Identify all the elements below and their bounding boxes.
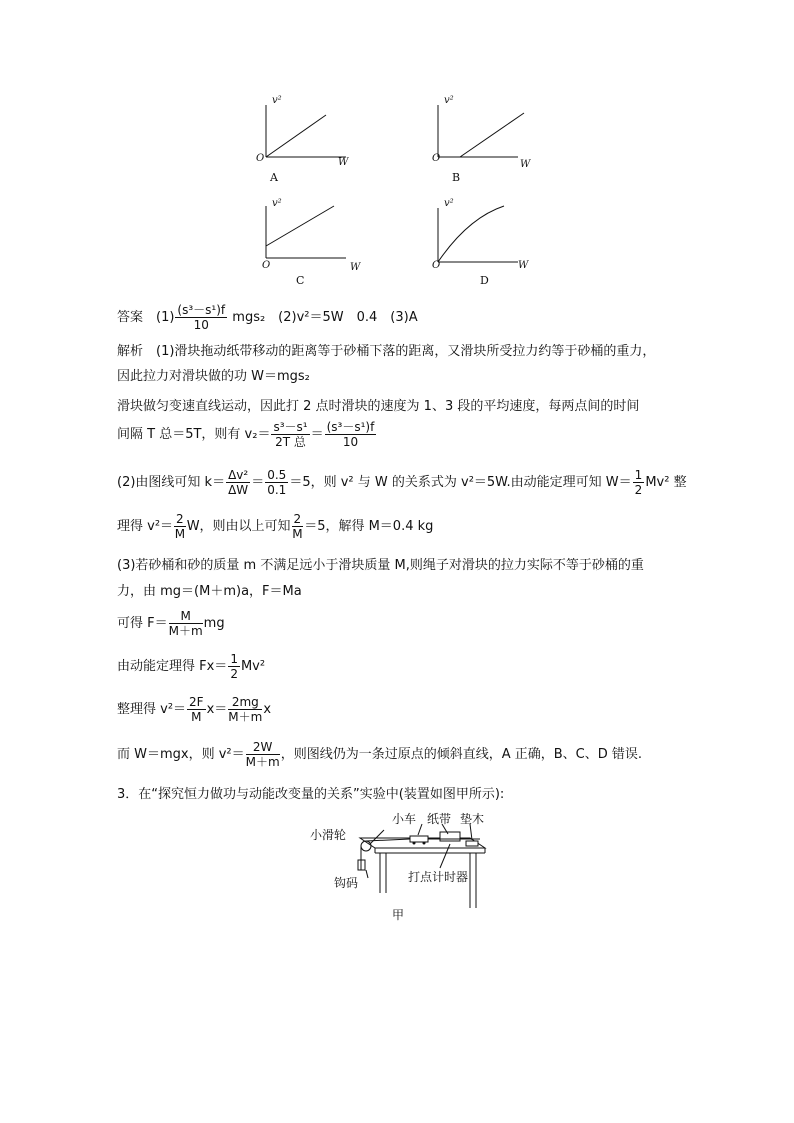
graph-d bbox=[428, 196, 548, 286]
l4-f1-den: 2T 总 bbox=[275, 435, 306, 449]
l4-f2-den: 10 bbox=[342, 435, 359, 449]
l5-text: (2)由图线可知 k＝ bbox=[117, 475, 226, 490]
graph-c-caption: C bbox=[296, 274, 305, 287]
graph-d-origin: O bbox=[432, 260, 441, 271]
l9-text-b: mg bbox=[203, 616, 225, 631]
l12-text-b: ，则图线仍为一条过原点的倾斜直线，A 正确，B、C、D 错误. bbox=[280, 747, 642, 762]
analysis-line-1: 解析 (1)滑块拖动纸带移动的距离等于砂桶下落的距离，又滑块所受拉力约等于砂桶的重力， bbox=[117, 344, 656, 359]
answer-line bbox=[117, 303, 418, 332]
answer-head: 答案 (1) bbox=[117, 310, 175, 325]
l12-f-den: M＋m bbox=[245, 755, 280, 769]
graph-a-caption: A bbox=[270, 171, 278, 184]
label-block: 垫木 bbox=[460, 812, 485, 826]
l4-eq: ＝ bbox=[310, 427, 324, 442]
l10-frac bbox=[228, 652, 240, 681]
l9-text: 可得 F＝ bbox=[117, 616, 168, 631]
graph-c-origin: O bbox=[262, 260, 271, 271]
l5-frac-2 bbox=[265, 468, 288, 497]
analysis-line-9 bbox=[117, 609, 225, 638]
l6-f1-den: M bbox=[174, 527, 186, 541]
figure-caption: 甲 bbox=[392, 908, 405, 922]
l12-text: 而 W＝mgx，则 v²＝ bbox=[117, 747, 245, 762]
l11-frac-1 bbox=[187, 695, 206, 724]
answer-fraction bbox=[175, 303, 227, 332]
analysis-line-6 bbox=[117, 512, 433, 541]
graph-c-ylabel: v² bbox=[272, 198, 282, 209]
l11-f1-num: 2F bbox=[189, 695, 204, 709]
l5-f2-num: 0.5 bbox=[267, 468, 287, 482]
l11-text: 整理得 v²＝ bbox=[117, 702, 187, 717]
analysis-line-8: 力，由 mg＝(M＋m)a，F＝Ma bbox=[117, 584, 302, 599]
l11-frac-2 bbox=[228, 695, 262, 724]
graph-a-line bbox=[266, 115, 326, 157]
analysis-line-5 bbox=[117, 468, 687, 497]
l5-frac-3 bbox=[633, 468, 645, 497]
graph-b-line bbox=[460, 113, 524, 157]
l4-text: 间隔 T 总＝5T，则有 v₂＝ bbox=[117, 427, 271, 442]
analysis-line-11 bbox=[117, 695, 271, 724]
answer-frac-num: (s³－s¹)f bbox=[177, 303, 226, 317]
graph-d-xlabel: W bbox=[518, 260, 529, 271]
graph-d-axes bbox=[428, 196, 548, 286]
graph-b-origin: O bbox=[432, 153, 441, 164]
l5-frac-1 bbox=[226, 468, 250, 497]
graph-b-axes bbox=[428, 95, 548, 185]
graph-d-caption: D bbox=[480, 274, 489, 287]
l5-f1-den: ΔW bbox=[228, 483, 249, 497]
l5-text-c: Mv² 整 bbox=[645, 475, 687, 490]
label-weight: 钩码 bbox=[334, 876, 359, 890]
l10-text-b: Mv² bbox=[240, 659, 266, 674]
l6-text: 理得 v²＝ bbox=[117, 519, 174, 534]
l6-frac-1 bbox=[174, 512, 186, 541]
l9-f-den: M＋m bbox=[168, 624, 203, 638]
l12-f-num: 2W bbox=[246, 740, 280, 755]
l5-eq: ＝ bbox=[251, 475, 265, 490]
graph-b-caption: B bbox=[452, 171, 461, 184]
label-cart: 小车 bbox=[392, 812, 417, 826]
analysis-line-2: 因此拉力对滑块做的功 W＝mgs₂ bbox=[117, 369, 310, 384]
l5-f3-num: 1 bbox=[634, 468, 643, 482]
l10-f-den: 2 bbox=[230, 667, 238, 681]
question-3: 3．在“探究恒力做功与动能改变量的关系”实验中(装置如图甲所示): bbox=[117, 787, 505, 802]
graph-c-line bbox=[266, 206, 334, 246]
graph-a-xlabel: W bbox=[338, 157, 349, 168]
graph-d-ylabel: v² bbox=[444, 198, 454, 209]
l9-frac bbox=[169, 609, 203, 638]
l5-f2-den: 0.1 bbox=[267, 483, 287, 497]
answer-frac-den: 10 bbox=[193, 318, 209, 332]
l11-text-c: x bbox=[263, 702, 272, 717]
label-pulley: 小滑轮 bbox=[310, 828, 347, 842]
graph-d-curve bbox=[438, 206, 504, 262]
graph-a bbox=[256, 95, 376, 185]
analysis-line-7: (3)若砂桶和砂的质量 m 不满足远小于滑块质量 M,则绳子对滑块的拉力实际不等于砂桶的重 bbox=[117, 558, 644, 573]
graph-a-origin: O bbox=[256, 153, 265, 164]
l6-f2-den: M bbox=[292, 527, 303, 541]
l5-f1-num: Δv² bbox=[228, 468, 249, 482]
analysis-line-3: 滑块做匀变速直线运动，因此打 2 点时滑块的速度为 1、3 段的平均速度，每两点间的时间 bbox=[117, 399, 640, 414]
answer-rest: mgs₂ (2)v²＝5W 0.4 (3)A bbox=[232, 310, 418, 325]
l5-text-b: ＝5，则 v² 与 W 的关系式为 v²＝5W.由动能定理可知 W＝ bbox=[289, 475, 632, 490]
l12-frac bbox=[246, 740, 280, 769]
analysis-line-12 bbox=[117, 740, 642, 769]
l9-f-num: M bbox=[169, 609, 203, 624]
l11-text-b: x＝ bbox=[206, 702, 228, 717]
graph-b bbox=[428, 95, 548, 185]
analysis-line-4 bbox=[117, 420, 377, 449]
l6-text-b: W，则由以上可知 bbox=[186, 519, 291, 534]
l4-frac-2 bbox=[325, 420, 377, 449]
l6-f2-num: 2 bbox=[293, 512, 302, 526]
analysis-line-10 bbox=[117, 652, 265, 681]
label-tape: 纸带 bbox=[427, 812, 452, 826]
l4-f1-num: s³－s¹ bbox=[273, 420, 308, 434]
graph-c-xlabel: W bbox=[350, 262, 361, 273]
l5-f3-den: 2 bbox=[634, 483, 643, 497]
l6-text-c: ＝5，解得 M＝0.4 kg bbox=[304, 519, 434, 534]
graph-a-ylabel: v² bbox=[272, 95, 282, 106]
l4-frac-1 bbox=[271, 420, 309, 449]
l4-f2-num: (s³－s¹)f bbox=[326, 420, 375, 434]
label-timer: 打点计时器 bbox=[408, 870, 469, 884]
l6-f1-num: 2 bbox=[176, 512, 184, 526]
l10-f-num: 1 bbox=[230, 652, 238, 666]
l11-f2-den: M＋m bbox=[228, 710, 263, 724]
apparatus-figure bbox=[310, 808, 510, 923]
graph-b-ylabel: v² bbox=[444, 95, 454, 106]
l11-f2-num: 2mg bbox=[228, 695, 262, 710]
graph-b-xlabel: W bbox=[520, 159, 531, 170]
l11-f1-den: M bbox=[191, 710, 202, 724]
l6-frac-2 bbox=[292, 512, 304, 541]
graph-c bbox=[256, 196, 376, 286]
l10-text: 由动能定理得 Fx＝ bbox=[117, 659, 228, 674]
